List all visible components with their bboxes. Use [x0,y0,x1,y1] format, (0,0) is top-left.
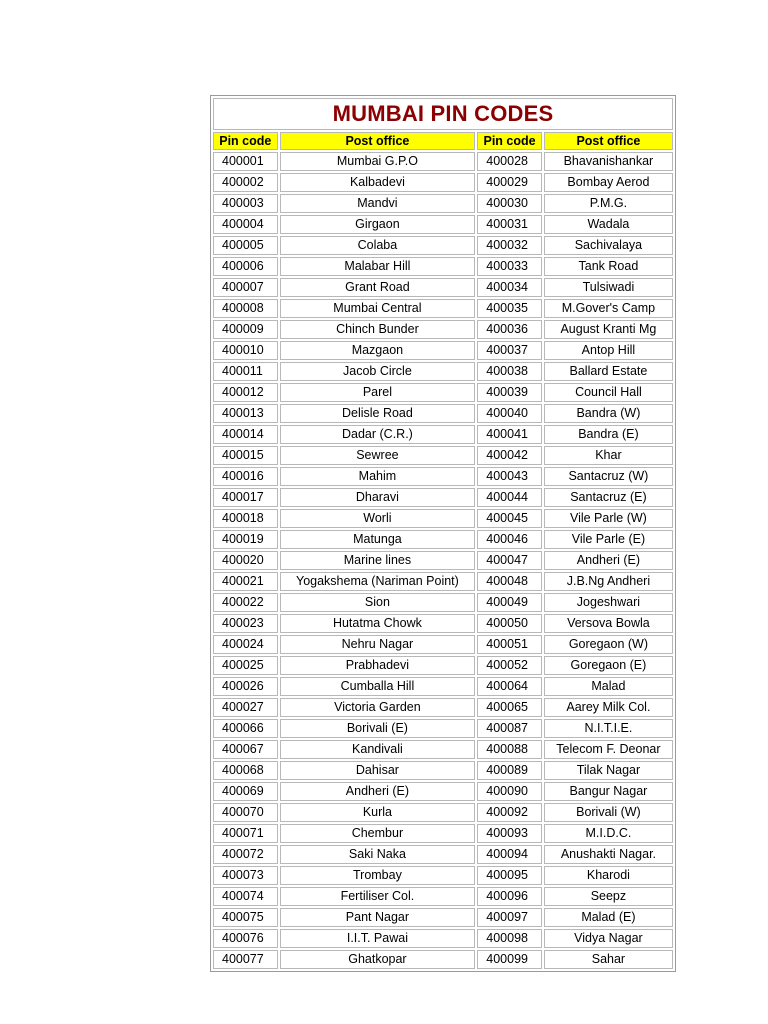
post-office-cell: Seepz [544,887,673,906]
post-office-cell: Kandivali [280,740,476,759]
post-office-cell: Bhavanishankar [544,152,673,171]
post-office-cell: Prabhadevi [280,656,476,675]
table-row [213,845,673,864]
pin-code-cell: 400031 [477,215,542,234]
post-office-cell: Chinch Bunder [280,320,476,339]
table-row [213,803,673,822]
post-office-cell: Marine lines [280,551,476,570]
post-office-cell: Borivali (W) [544,803,673,822]
pin-code-cell: 400020 [213,551,278,570]
pin-code-cell: 400004 [213,215,278,234]
post-office-cell: Chembur [280,824,476,843]
table-title: MUMBAI PIN CODES [213,98,673,130]
post-office-cell: Colaba [280,236,476,255]
post-office-cell: Bangur Nagar [544,782,673,801]
pin-code-cell: 400071 [213,824,278,843]
pin-code-cell: 400008 [213,299,278,318]
header-row [213,132,673,150]
post-office-cell: Telecom F. Deonar [544,740,673,759]
post-office-cell: Malabar Hill [280,257,476,276]
pin-code-cell: 400036 [477,320,542,339]
post-office-cell: Goregaon (E) [544,656,673,675]
table-row [213,383,673,402]
table-row [213,656,673,675]
pin-code-cell: 400052 [477,656,542,675]
title-row [213,98,673,130]
post-office-cell: Malad (E) [544,908,673,927]
pin-code-cell: 400040 [477,404,542,423]
post-office-cell: Tank Road [544,257,673,276]
post-office-cell: Jacob Circle [280,362,476,381]
table-row [213,887,673,906]
pin-code-cell: 400098 [477,929,542,948]
post-office-cell: Vidya Nagar [544,929,673,948]
header-post-office: Post office [280,132,476,150]
post-office-cell: Sion [280,593,476,612]
table-row [213,236,673,255]
pin-code-cell: 400089 [477,761,542,780]
table-row [213,929,673,948]
header-pin-code: Pin code [213,132,278,150]
pin-code-cell: 400033 [477,257,542,276]
pin-code-cell: 400065 [477,698,542,717]
pin-code-cell: 400024 [213,635,278,654]
pin-code-cell: 400042 [477,446,542,465]
post-office-cell: Tilak Nagar [544,761,673,780]
post-office-cell: Dharavi [280,488,476,507]
post-office-cell: Yogakshema (Nariman Point) [280,572,476,591]
table-row [213,215,673,234]
pin-code-cell: 400069 [213,782,278,801]
table-row [213,467,673,486]
pin-code-cell: 400026 [213,677,278,696]
table-row [213,278,673,297]
post-office-cell: Worli [280,509,476,528]
table-row [213,761,673,780]
post-office-cell: Khar [544,446,673,465]
post-office-cell: Mumbai G.P.O [280,152,476,171]
post-office-cell: M.Gover's Camp [544,299,673,318]
table-row [213,194,673,213]
table-row [213,530,673,549]
pin-code-cell: 400041 [477,425,542,444]
pin-code-cell: 400019 [213,530,278,549]
table-row [213,488,673,507]
pin-code-cell: 400066 [213,719,278,738]
header-post-office-2: Post office [544,132,673,150]
pin-code-cell: 400072 [213,845,278,864]
pin-code-cell: 400096 [477,887,542,906]
table-row [213,950,673,969]
post-office-cell: Kalbadevi [280,173,476,192]
table-row [213,677,673,696]
post-office-cell: Council Hall [544,383,673,402]
table-row [213,509,673,528]
pin-code-cell: 400077 [213,950,278,969]
post-office-cell: Anushakti Nagar. [544,845,673,864]
post-office-cell: M.I.D.C. [544,824,673,843]
pin-code-cell: 400099 [477,950,542,969]
post-office-cell: Parel [280,383,476,402]
table-row [213,719,673,738]
table-row [213,593,673,612]
pin-code-cell: 400021 [213,572,278,591]
pin-code-cell: 400014 [213,425,278,444]
post-office-cell: August Kranti Mg [544,320,673,339]
pin-code-cell: 400050 [477,614,542,633]
post-office-cell: Sahar [544,950,673,969]
post-office-cell: Mazgaon [280,341,476,360]
pin-code-cell: 400094 [477,845,542,864]
post-office-cell: Nehru Nagar [280,635,476,654]
post-office-cell: Sachivalaya [544,236,673,255]
post-office-cell: P.M.G. [544,194,673,213]
pin-code-cell: 400067 [213,740,278,759]
post-office-cell: Andheri (E) [280,782,476,801]
post-office-cell: Wadala [544,215,673,234]
post-office-cell: Sewree [280,446,476,465]
post-office-cell: Girgaon [280,215,476,234]
pin-code-cell: 400068 [213,761,278,780]
post-office-cell: Pant Nagar [280,908,476,927]
post-office-cell: Jogeshwari [544,593,673,612]
post-office-cell: Victoria Garden [280,698,476,717]
pin-code-cell: 400075 [213,908,278,927]
table-row [213,404,673,423]
post-office-cell: Matunga [280,530,476,549]
table-row [213,908,673,927]
post-office-cell: Antop Hill [544,341,673,360]
pin-code-cell: 400032 [477,236,542,255]
pin-code-cell: 400090 [477,782,542,801]
pin-code-cell: 400023 [213,614,278,633]
pin-code-cell: 400011 [213,362,278,381]
table-row [213,614,673,633]
table-row [213,320,673,339]
post-office-cell: Cumballa Hill [280,677,476,696]
post-office-cell: Borivali (E) [280,719,476,738]
pin-code-cell: 400088 [477,740,542,759]
pin-code-cell: 400017 [213,488,278,507]
pin-code-cell: 400030 [477,194,542,213]
table-row [213,446,673,465]
pin-code-cell: 400010 [213,341,278,360]
pin-code-cell: 400025 [213,656,278,675]
post-office-cell: Hutatma Chowk [280,614,476,633]
pin-code-cell: 400005 [213,236,278,255]
pin-code-cell: 400013 [213,404,278,423]
pin-code-cell: 400035 [477,299,542,318]
post-office-cell: Bombay Aerod [544,173,673,192]
post-office-cell: Bandra (W) [544,404,673,423]
post-office-cell: Aarey Milk Col. [544,698,673,717]
pin-code-cell: 400038 [477,362,542,381]
pin-code-cell: 400012 [213,383,278,402]
post-office-cell: Ghatkopar [280,950,476,969]
pin-code-cell: 400051 [477,635,542,654]
pin-code-cell: 400034 [477,278,542,297]
pin-code-cell: 400045 [477,509,542,528]
pin-code-cell: 400029 [477,173,542,192]
table-body [213,152,673,969]
table-row [213,341,673,360]
post-office-cell: Trombay [280,866,476,885]
pin-code-cell: 400064 [477,677,542,696]
post-office-cell: I.I.T. Pawai [280,929,476,948]
table-row [213,635,673,654]
pin-code-cell: 400037 [477,341,542,360]
pin-code-cell: 400015 [213,446,278,465]
pin-code-cell: 400009 [213,320,278,339]
pin-code-cell: 400001 [213,152,278,171]
pin-code-cell: 400049 [477,593,542,612]
post-office-cell: Mandvi [280,194,476,213]
post-office-cell: N.I.T.I.E. [544,719,673,738]
table-row [213,173,673,192]
pin-code-cell: 400022 [213,593,278,612]
pin-code-cell: 400074 [213,887,278,906]
pin-code-cell: 400028 [477,152,542,171]
pin-code-cell: 400070 [213,803,278,822]
table-row [213,824,673,843]
table-row [213,866,673,885]
pin-code-cell: 400073 [213,866,278,885]
pin-code-cell: 400006 [213,257,278,276]
post-office-cell: Tulsiwadi [544,278,673,297]
post-office-cell: Vile Parle (W) [544,509,673,528]
post-office-cell: Vile Parle (E) [544,530,673,549]
header-pin-code-2: Pin code [477,132,542,150]
post-office-cell: Dahisar [280,761,476,780]
post-office-cell: Goregaon (W) [544,635,673,654]
post-office-cell: Bandra (E) [544,425,673,444]
pin-code-cell: 400002 [213,173,278,192]
table-row [213,425,673,444]
pin-code-cell: 400018 [213,509,278,528]
post-office-cell: Delisle Road [280,404,476,423]
table-row [213,551,673,570]
post-office-cell: Mumbai Central [280,299,476,318]
post-office-cell: Saki Naka [280,845,476,864]
post-office-cell: Santacruz (W) [544,467,673,486]
post-office-cell: Dadar (C.R.) [280,425,476,444]
table-row [213,740,673,759]
pin-code-cell: 400039 [477,383,542,402]
pin-code-cell: 400046 [477,530,542,549]
pin-code-cell: 400047 [477,551,542,570]
pin-code-cell: 400007 [213,278,278,297]
post-office-cell: Grant Road [280,278,476,297]
table-row [213,299,673,318]
table-row [213,782,673,801]
post-office-cell: J.B.Ng Andheri [544,572,673,591]
table-row [213,572,673,591]
pin-code-cell: 400092 [477,803,542,822]
post-office-cell: Mahim [280,467,476,486]
post-office-cell: Kharodi [544,866,673,885]
post-office-cell: Versova Bowla [544,614,673,633]
pin-code-cell: 400087 [477,719,542,738]
pin-code-cell: 400003 [213,194,278,213]
pin-code-cell: 400095 [477,866,542,885]
post-office-cell: Malad [544,677,673,696]
post-office-cell: Andheri (E) [544,551,673,570]
table-row [213,698,673,717]
pin-code-cell: 400097 [477,908,542,927]
pin-code-cell: 400016 [213,467,278,486]
post-office-cell: Santacruz (E) [544,488,673,507]
pin-code-cell: 400027 [213,698,278,717]
pin-code-table [210,95,676,972]
post-office-cell: Kurla [280,803,476,822]
pin-code-cell: 400093 [477,824,542,843]
table-row [213,257,673,276]
pin-code-cell: 400043 [477,467,542,486]
table-row [213,362,673,381]
post-office-cell: Ballard Estate [544,362,673,381]
post-office-cell: Fertiliser Col. [280,887,476,906]
table-row [213,152,673,171]
pin-code-cell: 400044 [477,488,542,507]
pin-code-cell: 400048 [477,572,542,591]
pin-code-cell: 400076 [213,929,278,948]
